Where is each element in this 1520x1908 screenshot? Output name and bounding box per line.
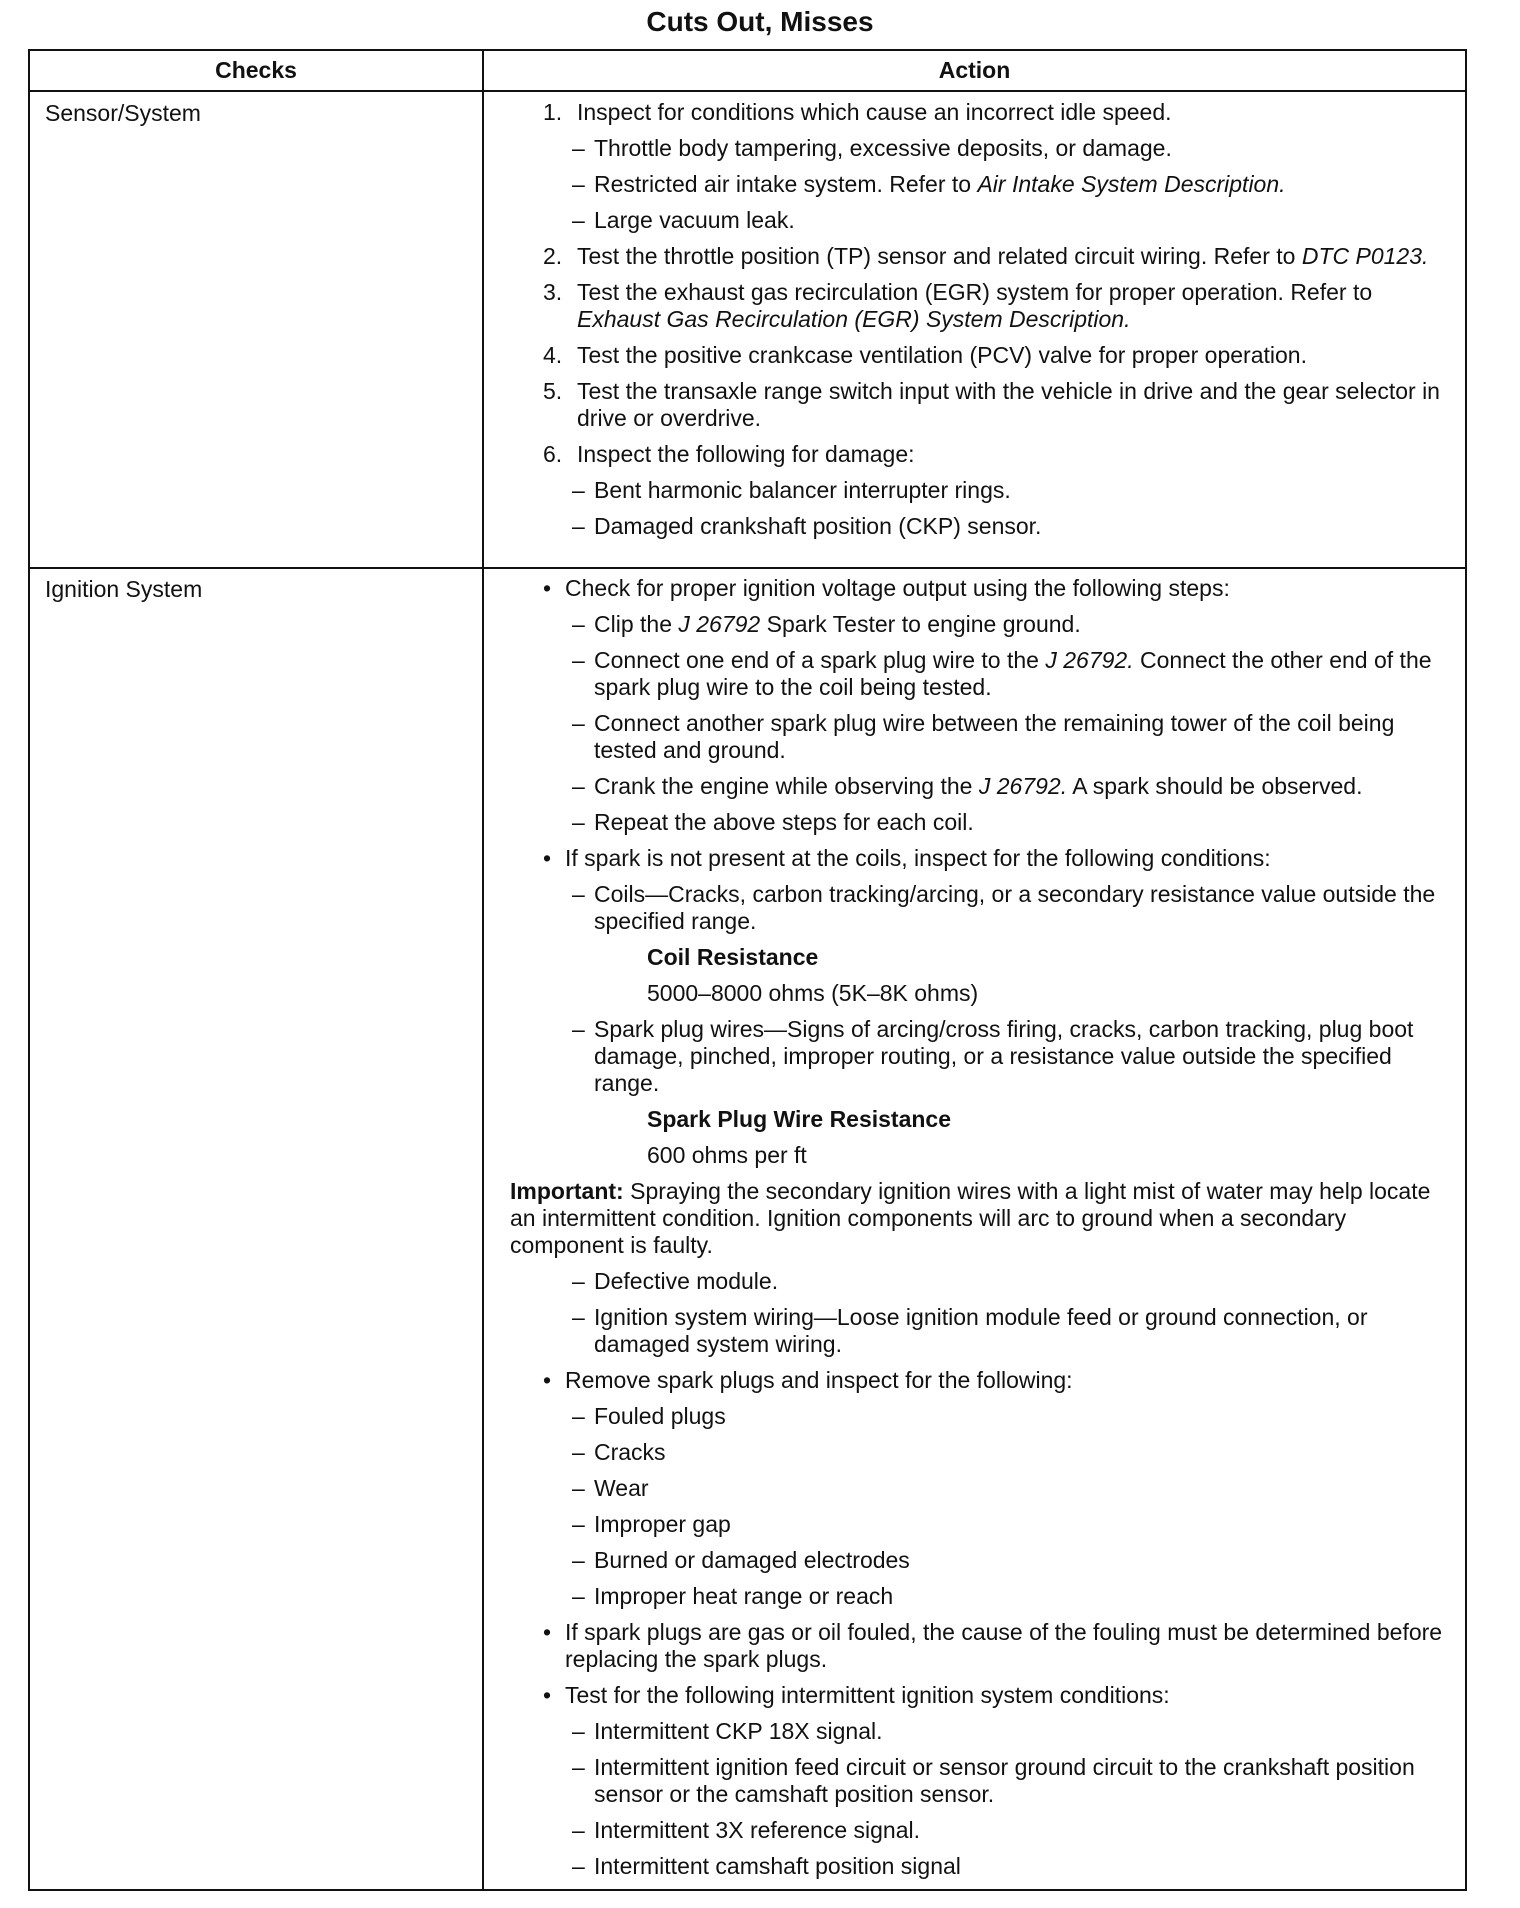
- list-marker: –: [572, 1268, 585, 1294]
- item-text-main: Test the transaxle range switch input with the vehicle in drive and the gear selector in drive or overdrive.: [577, 378, 1440, 431]
- item-text-main: Coils—Cracks, carbon tracking/arcing, or a secondary resistance value outside the specified range.: [594, 881, 1436, 934]
- sub-item: [499, 1304, 1449, 1358]
- item-text-main: Large vacuum leak.: [594, 207, 795, 233]
- item-text-main: Ignition system wiring—Loose ignition module feed or ground connection, or damaged system wiring.: [594, 1304, 1368, 1357]
- list-marker: –: [572, 809, 585, 835]
- item-text: [594, 1853, 1449, 1880]
- item-text-main: Intermittent 3X reference signal.: [594, 1817, 920, 1843]
- list-marker: 4.: [543, 342, 563, 368]
- diagnostic-table: [28, 49, 1467, 1891]
- sub-item: [499, 1439, 1449, 1466]
- item-text: [594, 477, 1449, 504]
- item-text: [594, 1583, 1449, 1610]
- item-text: [594, 1268, 1449, 1295]
- item-text-main: Fouled plugs: [594, 1403, 726, 1429]
- important-note: [499, 1178, 1449, 1259]
- list-marker: –: [572, 477, 585, 503]
- action-cell-sensor-system: [499, 99, 1449, 549]
- numbered-step: [499, 279, 1449, 333]
- list-marker: –: [572, 1475, 585, 1501]
- list-marker: –: [572, 1853, 585, 1879]
- header-checks: Checks: [215, 57, 297, 83]
- list-marker: –: [572, 1547, 585, 1573]
- sub-item: [499, 773, 1449, 800]
- item-text: [594, 1547, 1449, 1574]
- list-marker: –: [572, 710, 585, 736]
- spec-title: Coil Resistance: [647, 944, 819, 970]
- numbered-step: [499, 243, 1449, 270]
- list-marker: 6.: [543, 441, 563, 467]
- item-text-main: Intermittent camshaft position signal: [594, 1853, 961, 1879]
- sub-item: [499, 1475, 1449, 1502]
- sub-item: [499, 1583, 1449, 1610]
- row-divider: [30, 567, 1465, 569]
- item-text: [594, 773, 1449, 800]
- item-text-main: Connect another spark plug wire between the remaining tower of the coil being tested and ground.: [594, 710, 1395, 763]
- list-marker: –: [572, 135, 585, 161]
- sub-item: [499, 647, 1449, 701]
- item-text-main: Damaged crankshaft position (CKP) sensor.: [594, 513, 1042, 539]
- sub-item: [499, 809, 1449, 836]
- spec-value: 5000–8000 ohms (5K–8K ohms): [647, 980, 979, 1006]
- item-reference: Air Intake System Description.: [977, 171, 1286, 197]
- list-marker: 3.: [543, 279, 563, 305]
- numbered-step: [499, 99, 1449, 126]
- item-text: [594, 1439, 1449, 1466]
- sub-item: [499, 207, 1449, 234]
- item-text-main: Inspect the following for damage:: [577, 441, 915, 467]
- item-text: [594, 1817, 1449, 1844]
- list-marker: 1.: [543, 99, 563, 125]
- spec-title: Spark Plug Wire Resistance: [647, 1106, 952, 1132]
- list-marker: –: [572, 1304, 585, 1330]
- list-marker: •: [543, 575, 552, 601]
- item-text-main: Test the positive crankcase ventilation (PCV) valve for proper operation.: [577, 342, 1307, 368]
- item-text: [577, 378, 1449, 432]
- list-marker: –: [572, 513, 585, 539]
- list-marker: •: [543, 1682, 552, 1708]
- list-marker: –: [572, 1016, 585, 1042]
- sub-item: [499, 1853, 1449, 1880]
- item-text-pre: Crank the engine while observing the: [594, 773, 973, 799]
- sub-item: [499, 1718, 1449, 1745]
- header-action: Action: [938, 57, 1011, 83]
- bullet-item: [499, 1367, 1449, 1394]
- item-text: [577, 441, 1449, 468]
- item-text-main: Wear: [594, 1475, 649, 1501]
- sub-item: [499, 1511, 1449, 1538]
- item-text-main: Improper gap: [594, 1511, 731, 1537]
- item-text: [594, 710, 1449, 764]
- item-text-main: Test the throttle position (TP) sensor and related circuit wiring. Refer to: [577, 243, 1296, 269]
- item-text-main: Burned or damaged electrodes: [594, 1547, 910, 1573]
- item-text-main: Defective module.: [594, 1268, 779, 1294]
- list-marker: 2.: [543, 243, 563, 269]
- item-text: [577, 99, 1449, 126]
- bullet-item: [499, 845, 1449, 872]
- item-text-main: If spark plugs are gas or oil fouled, the cause of the fouling must be determined before replacing the spark plugs.: [565, 1619, 1443, 1672]
- item-text: [594, 881, 1449, 935]
- item-text: [594, 1475, 1449, 1502]
- check-label-sensor-system: Sensor/System: [45, 100, 201, 126]
- sub-item: [499, 171, 1449, 198]
- spec-value: 600 ohms per ft: [647, 1142, 807, 1168]
- column-divider: [482, 51, 484, 1889]
- bullet-item: [499, 575, 1449, 602]
- item-text-main: Test the exhaust gas recirculation (EGR) system for proper operation. Refer to: [577, 279, 1373, 305]
- list-marker: •: [543, 1619, 552, 1645]
- bullet-item: [499, 1619, 1449, 1673]
- list-marker: –: [572, 1403, 585, 1429]
- item-text: [594, 171, 1449, 198]
- item-text-main: Check for proper ignition voltage output using the following steps:: [565, 575, 1230, 601]
- item-reference: DTC P0123.: [1301, 243, 1429, 269]
- list-marker: –: [572, 1439, 585, 1465]
- item-text: [577, 243, 1449, 270]
- note-body: [510, 1178, 1449, 1259]
- item-text-main: Throttle body tampering, excessive deposits, or damage.: [594, 135, 1172, 161]
- check-label-ignition-system: Ignition System: [45, 576, 203, 602]
- tool-reference: J 26792.: [978, 773, 1068, 799]
- item-text-main: Intermittent CKP 18X signal.: [594, 1718, 883, 1744]
- item-text: [594, 1511, 1449, 1538]
- sub-item: [499, 1268, 1449, 1295]
- item-text-post: A spark should be observed.: [1072, 773, 1363, 799]
- item-text-pre: Connect one end of a spark plug wire to the: [594, 647, 1039, 673]
- item-text-main: Cracks: [594, 1439, 666, 1465]
- item-text: [594, 1718, 1449, 1745]
- item-text: [565, 575, 1449, 602]
- list-marker: –: [572, 773, 585, 799]
- list-marker: –: [572, 207, 585, 233]
- item-text-main: Improper heat range or reach: [594, 1583, 894, 1609]
- item-text: [594, 1754, 1449, 1808]
- item-text: [594, 135, 1449, 162]
- item-text: [565, 1682, 1449, 1709]
- item-text-main: Inspect for conditions which cause an incorrect idle speed.: [577, 99, 1172, 125]
- note-label: Important:: [510, 1178, 624, 1204]
- list-marker: •: [543, 1367, 552, 1393]
- sub-item: [499, 881, 1449, 935]
- sub-item: [499, 477, 1449, 504]
- item-text: [594, 647, 1449, 701]
- tool-reference: J 26792.: [1045, 647, 1134, 673]
- list-marker: •: [543, 845, 552, 871]
- item-text: [565, 1367, 1449, 1394]
- numbered-step: [499, 378, 1449, 432]
- note-text: Spraying the secondary ignition wires with a light mist of water may help locate an intermittent condition. Ignition components will arc to ground when a secondary component is faulty.: [510, 1178, 1431, 1258]
- item-text-post: Connect the other end of the spark plug wire to the coil being tested.: [594, 647, 1432, 700]
- list-marker: –: [572, 1511, 585, 1537]
- item-text: [565, 845, 1449, 872]
- item-text-main: If spark is not present at the coils, inspect for the following conditions:: [565, 845, 1271, 871]
- list-marker: –: [572, 881, 585, 907]
- item-text-main: Bent harmonic balancer interrupter rings.: [594, 477, 1011, 503]
- sub-item: [499, 1403, 1449, 1430]
- item-text-post: Spark Tester to engine ground.: [766, 611, 1081, 637]
- sub-item: [499, 1754, 1449, 1808]
- numbered-step: [499, 441, 1449, 468]
- sub-item: [499, 1547, 1449, 1574]
- sub-item: [499, 1817, 1449, 1844]
- item-text: [594, 809, 1449, 836]
- sub-item: [499, 710, 1449, 764]
- item-text: [594, 513, 1449, 540]
- item-text: [565, 1619, 1449, 1673]
- list-marker: –: [572, 647, 585, 673]
- numbered-step: [499, 342, 1449, 369]
- item-text: [594, 1403, 1449, 1430]
- list-marker: –: [572, 611, 585, 637]
- bullet-item: [499, 1682, 1449, 1709]
- list-marker: –: [572, 1718, 585, 1744]
- item-text: [594, 207, 1449, 234]
- item-text-main: Remove spark plugs and inspect for the following:: [565, 1367, 1073, 1393]
- list-marker: –: [572, 171, 585, 197]
- list-marker: 5.: [543, 378, 563, 404]
- item-text-main: Restricted air intake system. Refer to: [594, 171, 972, 197]
- sub-item: [499, 1016, 1449, 1097]
- item-text: [594, 1016, 1449, 1097]
- item-text: [577, 279, 1449, 333]
- list-marker: –: [572, 1754, 585, 1780]
- item-text: [594, 1304, 1449, 1358]
- item-text: [594, 611, 1449, 638]
- tool-reference: J 26792: [678, 611, 761, 637]
- action-cell-ignition-system: [499, 575, 1449, 1889]
- sub-item: [499, 135, 1449, 162]
- item-reference: Exhaust Gas Recirculation (EGR) System Description.: [577, 306, 1131, 332]
- header-divider: [30, 90, 1465, 92]
- item-text-pre: Clip the: [594, 611, 672, 637]
- sub-item: [499, 611, 1449, 638]
- item-text: [577, 342, 1449, 369]
- item-text-main: Spark plug wires—Signs of arcing/cross firing, cracks, carbon tracking, plug boot damage, pinched, improper routing, or a resistance value outside the specified range.: [594, 1016, 1414, 1096]
- sub-item: [499, 513, 1449, 540]
- item-text-main: Test for the following intermittent ignition system conditions:: [565, 1682, 1170, 1708]
- item-text-main: Repeat the above steps for each coil.: [594, 809, 974, 835]
- item-text-main: Intermittent ignition feed circuit or sensor ground circuit to the crankshaft position sensor or the camshaft position sensor.: [594, 1754, 1415, 1807]
- list-marker: –: [572, 1817, 585, 1843]
- list-marker: –: [572, 1583, 585, 1609]
- page-title: Cuts Out, Misses: [646, 6, 874, 37]
